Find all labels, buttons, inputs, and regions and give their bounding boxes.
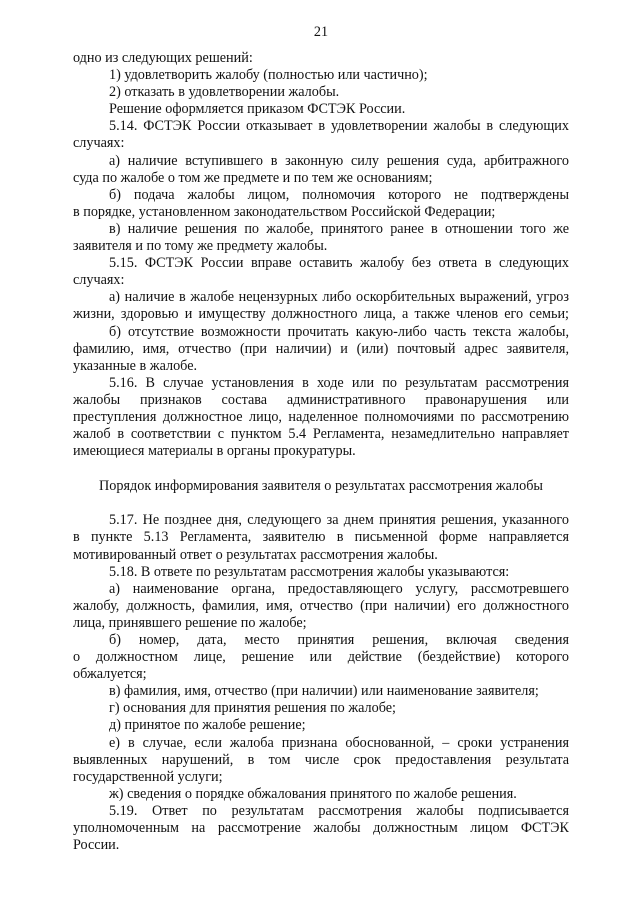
text-line: случаях:: [73, 272, 125, 289]
text-line: фамилию, имя, отчество (при наличии) и (или) почтовый адрес заявителя,: [73, 340, 569, 357]
text-line: г) основания для принятия решения по жалобе;: [109, 700, 396, 717]
text-line: 5.18. В ответе по результатам рассмотрения жалобы указываются:: [109, 563, 510, 580]
text-line: преступления должностное лицо, наделенное полномочиями по рассмотрению: [73, 408, 569, 425]
document-body: [73, 50, 569, 854]
text-line: б) номер, дата, место принятия решения, включая сведения: [109, 632, 569, 648]
text-line: 5.14. ФСТЭК России отказывает в удовлетворении жалобы в следующих: [109, 118, 569, 135]
text-line: уполномоченным на рассмотрение жалобы должностным лицом ФСТЭК: [73, 820, 569, 837]
text-line: государственной услуги;: [73, 768, 223, 785]
text-line: 2) отказать в удовлетворении жалобы.: [109, 84, 340, 101]
text-line: д) принятое по жалобе решение;: [109, 717, 306, 734]
text-line: суда по жалобе о том же предмете и по тем же основаниям;: [73, 169, 433, 186]
text-line: а) наличие в жалобе нецензурных либо оскорбительных выражений, угроз: [109, 289, 569, 306]
text-line: в) наличие решения по жалобе, принятого ранее в отношении того же: [109, 220, 569, 237]
text-line: обжалуется;: [73, 666, 147, 683]
text-line: выявленных нарушений, в том числе срок предоставления результата: [73, 751, 569, 768]
text-line: 5.16. В случае установления в ходе или по результатам рассмотрения: [109, 374, 569, 391]
text-block: [73, 50, 569, 460]
text-line: жалоб в соответствии с пунктом 5.4 Регламента, незамедлительно направляет: [73, 426, 569, 443]
text-line: жизни, здоровью и имуществу должностного лица, а также членов его семьи;: [73, 306, 569, 323]
text-line: случаях:: [73, 135, 125, 152]
text-line: в порядке, установленном законодательством Российской Федерации;: [73, 203, 496, 220]
text-line: ж) сведения о порядке обжалования принятого по жалобе решения.: [109, 785, 517, 802]
text-line: б) отсутствие возможности прочитать какую-либо часть текста жалобы,: [109, 323, 569, 340]
text-line: в пункте 5.13 Регламента, заявителю в письменной форме направляется: [73, 529, 569, 546]
text-line: заявителя и по тому же предмету жалобы.: [73, 238, 328, 255]
text-line: е) в случае, если жалоба признана обоснованной, – сроки устранения: [109, 734, 569, 751]
text-line: о должностном лице, решение или действие (бездействие) которого: [73, 649, 569, 666]
text-line: б) подача жалобы лицом, полномочия которого не подтверждены: [109, 186, 569, 203]
text-line: мотивированный ответ о результатах рассмотрения жалобы.: [73, 546, 438, 563]
text-line: жалобы признаков состава административного правонарушения или: [73, 391, 569, 408]
section-heading: Порядок информирования заявителя о результатах рассмотрения жалобы: [99, 478, 543, 495]
text-line: одно из следующих решений:: [73, 50, 253, 66]
text-line: имеющиеся материалы в органы прокуратуры.: [73, 443, 356, 460]
text-line: а) наличие вступившего в законную силу решения суда, арбитражного: [109, 152, 569, 169]
text-line: 5.15. ФСТЭК России вправе оставить жалобу без ответа в следующих: [109, 255, 569, 272]
page-number: 21: [313, 24, 329, 40]
text-line: жалобу, должность, фамилия, имя, отчество (при наличии) его должностного: [73, 597, 569, 614]
text-line: 5.17. Не позднее дня, следующего за днем принятия решения, указанного: [109, 512, 569, 529]
text-line: 5.19. Ответ по результатам рассмотрения жалобы подписывается: [109, 802, 569, 819]
text-line: Решение оформляется приказом ФСТЭК России.: [109, 101, 406, 118]
text-line: в) фамилия, имя, отчество (при наличии) или наименование заявителя;: [109, 683, 539, 700]
text-line: а) наименование органа, предоставляющего услугу, рассмотревшего: [109, 580, 569, 597]
text-block: [73, 512, 569, 854]
text-line: указанные в жалобе.: [73, 357, 198, 374]
text-line: 1) удовлетворить жалобу (полностью или частично);: [109, 67, 428, 84]
text-line: лица, принявшего решение по жалобе;: [73, 614, 307, 631]
text-line: России.: [73, 837, 120, 854]
